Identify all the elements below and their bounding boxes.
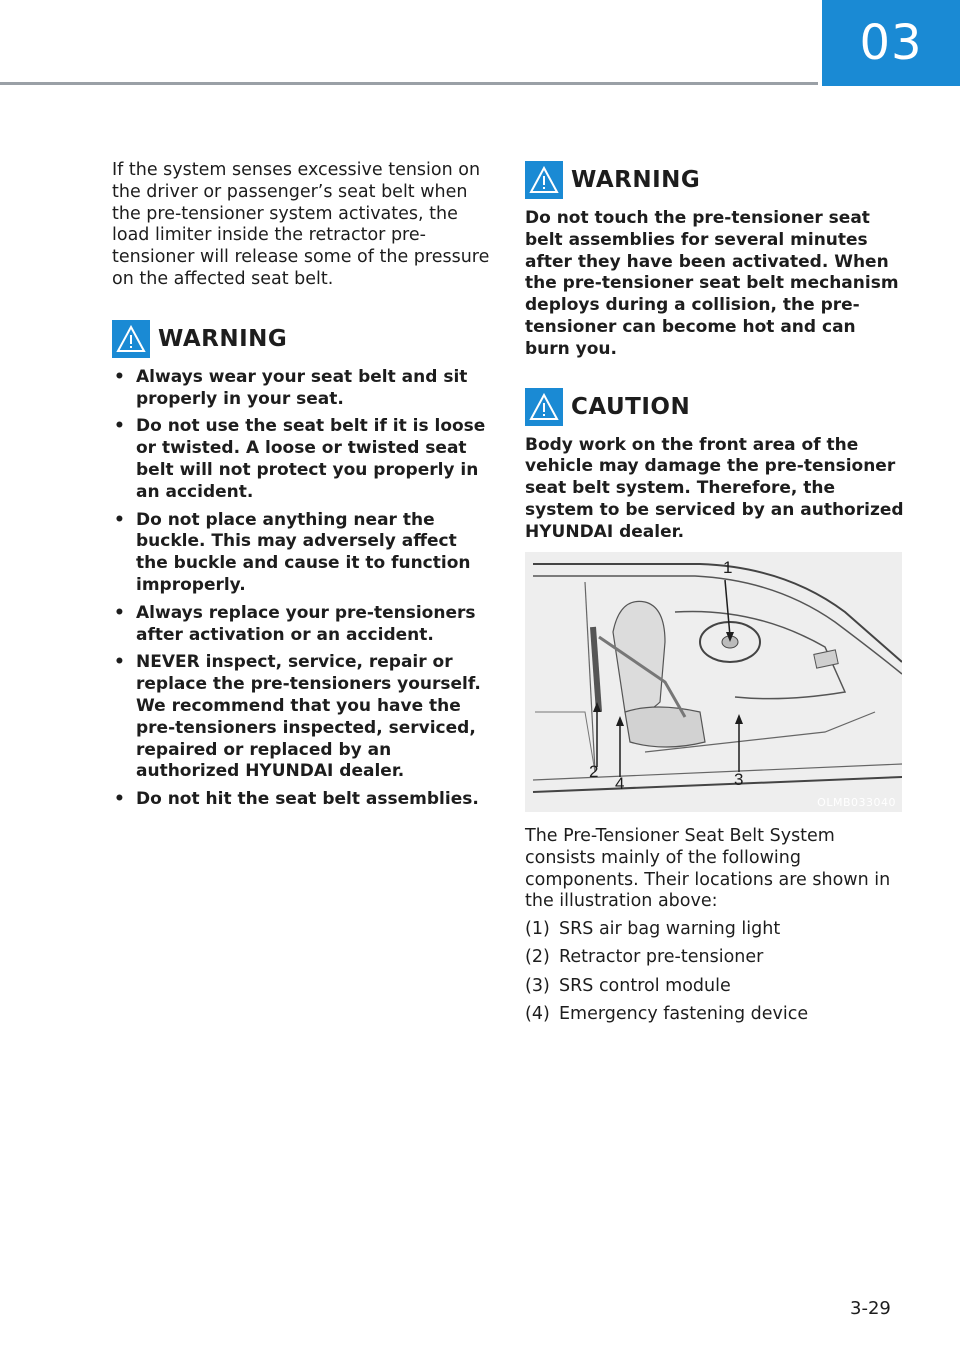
part-number: (4): [525, 1004, 550, 1025]
list-item: • NEVER inspect, service, repair or replace the pre-tensioners yourself. We recommend that you have the pre-tensioners inspected, serviced, repaired or replaced by an authorized HYUNDAI dealer.: [112, 652, 490, 783]
parts-description: [525, 826, 895, 1032]
callout-2: 2: [589, 762, 599, 781]
part-label: Emergency fastening device: [559, 1004, 809, 1025]
warning-triangle-icon: [525, 161, 563, 199]
list-item: • Do not hit the seat belt assemblies.: [112, 789, 490, 811]
list-item: • Do not use the seat belt if it is loose or twisted. A loose or twisted seat belt will not protect you properly in an accident.: [112, 416, 490, 503]
figure-code: OLMB033040: [817, 796, 896, 809]
part-label: SRS control module: [559, 975, 731, 996]
caution-triangle-icon: [525, 388, 563, 426]
right-column: [525, 160, 905, 544]
warning-heading-right: [525, 160, 905, 200]
part-number: (1): [525, 919, 550, 940]
list-item: • Always wear your seat belt and sit properly in your seat.: [112, 367, 490, 411]
intro-paragraph: If the system senses excessive tension on the driver or passenger’s seat belt when the pre-tensioner system activates, the load limiter inside the retractor pre-tensioner will release some of the pressure on the affected seat belt.: [112, 160, 490, 289]
warning-text: Do not touch the pre-tensioner seat belt assemblies for several minutes after they have been activated. When the pre-tensioner seat belt mechanism deploys during a collision, the pre-tensioner can become hot and can burn you.: [525, 208, 899, 359]
header-rule: [0, 82, 818, 85]
list-item: [525, 1004, 895, 1026]
callout-4: 4: [615, 774, 625, 793]
part-label: SRS air bag warning light: [559, 919, 781, 940]
warning-heading-left: [112, 319, 490, 359]
parts-list: [525, 919, 895, 1026]
part-label: Retractor pre-tensioner: [559, 947, 764, 968]
list-item: [525, 976, 895, 998]
part-number: (2): [525, 947, 550, 968]
warning-triangle-icon: [112, 320, 150, 358]
warning-title: WARNING: [158, 325, 288, 352]
left-column: [112, 160, 490, 817]
list-item: • Do not place anything near the buckle. This may adversely affect the buckle and cause it to function improperly.: [112, 510, 490, 597]
warning-list: [112, 367, 490, 811]
list-item: [525, 947, 895, 969]
car-interior-drawing: [525, 552, 902, 812]
caution-text: Body work on the front area of the vehicle may damage the pre-tensioner seat belt system. Therefore, the system to be serviced by an authorized HYUNDAI dealer.: [525, 434, 904, 542]
list-item: [525, 919, 895, 941]
chapter-tab: 03: [822, 0, 960, 86]
callout-1: 1: [723, 558, 733, 577]
list-item: • Always replace your pre-tensioners after activation or an accident.: [112, 603, 490, 647]
part-number: (3): [525, 975, 550, 996]
seat-belt-illustration: [525, 552, 902, 812]
caution-title: CAUTION: [571, 393, 691, 420]
caution-heading: [525, 387, 905, 427]
warning-title: WARNING: [571, 167, 701, 193]
callout-3: 3: [734, 770, 744, 789]
description-paragraph: The Pre-Tensioner Seat Belt System consists mainly of the following components. Their locations are shown in the illustration above:: [525, 826, 891, 912]
page-number: 3-29: [850, 1298, 891, 1319]
